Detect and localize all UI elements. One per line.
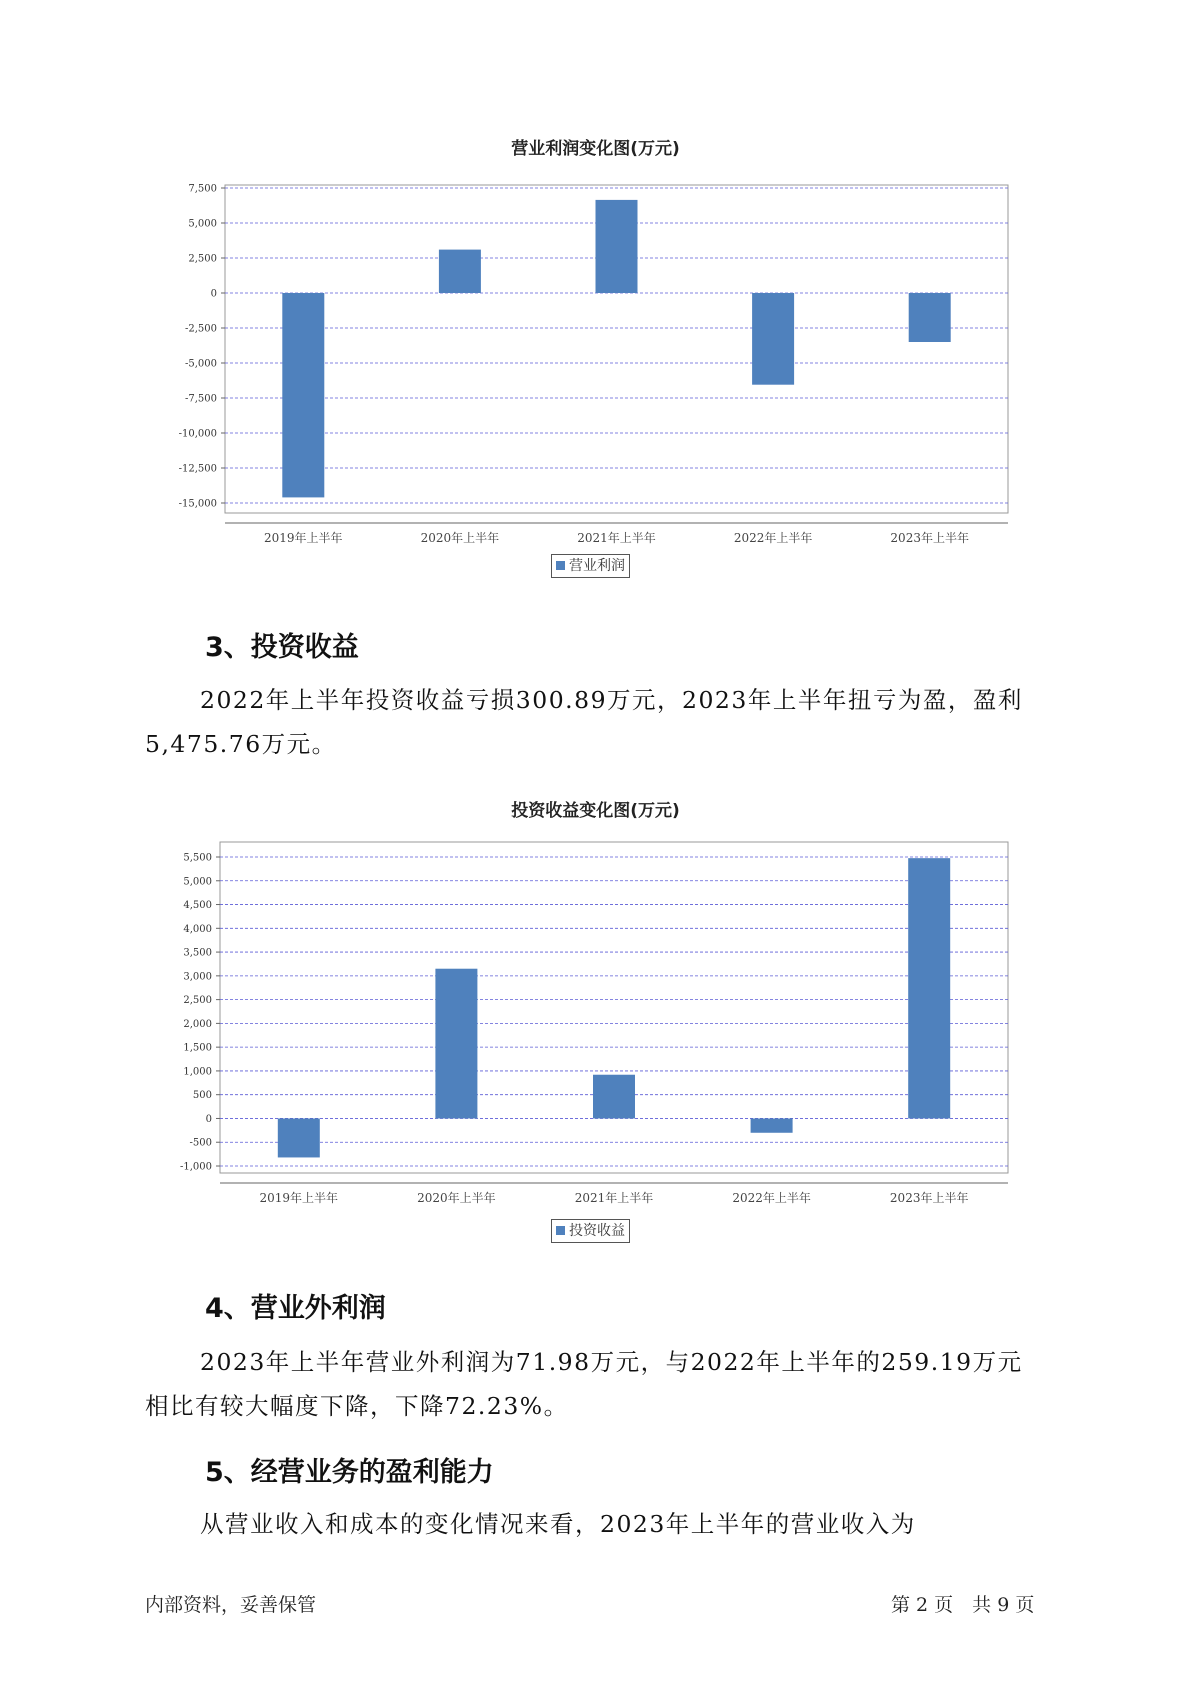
chart-1-bar <box>752 293 794 385</box>
chart-1-legend-label: 营业利润 <box>569 558 625 574</box>
chart-2-y-tick-label: -500 <box>189 1137 212 1149</box>
chart-1-bar <box>282 293 324 497</box>
chart-2-x-tick-label: 2023年上半年 <box>889 1191 969 1205</box>
chart-2-y-tick-label: 4,000 <box>183 923 212 935</box>
chart-1-y-tick-label: -15,000 <box>178 498 217 510</box>
chart-2-y-tick-label: 1,500 <box>183 1042 212 1054</box>
chart-2-bar <box>435 969 477 1119</box>
footer-confidential-note: 内部资料，妥善保管 <box>145 1594 317 1616</box>
chart-1-y-tick-label: -10,000 <box>178 428 217 440</box>
chart-1-y-tick-label: -7,500 <box>184 393 217 405</box>
chart-2-y-tick-label: 3,000 <box>183 971 212 983</box>
chart-1-legend <box>551 554 630 578</box>
section-3-heading: 3、投资收益 <box>205 632 359 663</box>
chart-1-x-tick-label: 2021年上半年 <box>577 531 656 545</box>
chart-2-plot-frame <box>220 842 1008 1173</box>
chart-2-x-tick-label: 2021年上半年 <box>574 1191 654 1205</box>
chart-1-y-tick-label: 0 <box>210 288 217 300</box>
chart-2-x-tick-label: 2019年上半年 <box>259 1191 339 1205</box>
chart-2-y-tick-label: 5,500 <box>183 852 212 864</box>
section-4-text: 2023年上半年营业外利润为71.98万元，与2022年上半年的259.19万元相比有较大幅度下降，下降72.23%。 <box>145 1348 1023 1420</box>
chart-1-bar <box>909 293 951 342</box>
chart-2-title: 投资收益变化图(万元) <box>511 801 680 821</box>
chart-1-y-tick-label: -2,500 <box>184 323 217 335</box>
chart-2-y-tick-label: 3,500 <box>183 947 212 959</box>
chart-2-y-tick-label: -1,000 <box>179 1161 212 1173</box>
chart-2-y-tick-label: 0 <box>205 1113 212 1125</box>
section-5-text: 从营业收入和成本的变化情况来看，2023年上半年的营业收入为 <box>200 1510 916 1538</box>
chart-1-x-tick-label: 2019年上半年 <box>264 531 343 545</box>
chart-1-y-tick-label: 7,500 <box>188 183 217 195</box>
chart-2-x-tick-label: 2020年上半年 <box>417 1191 496 1205</box>
chart-1-y-tick-label: -12,500 <box>178 463 217 475</box>
chart-2-legend <box>551 1219 630 1243</box>
chart-2-bar <box>908 858 950 1118</box>
chart-1-y-tick-label: 2,500 <box>188 253 217 265</box>
chart-1-x-tick-label: 2023年上半年 <box>890 531 969 545</box>
chart-2-y-tick-label: 2,500 <box>183 995 212 1007</box>
legend-swatch-icon <box>556 1226 565 1235</box>
chart-2-x-tick-label: 2022年上半年 <box>732 1191 811 1205</box>
legend-swatch-icon <box>556 561 565 570</box>
section-3-text: 2022年上半年投资收益亏损300.89万元，2023年上半年扭亏为盈，盈利5,475.76万元。 <box>145 686 1023 758</box>
chart-2-bar <box>593 1075 635 1119</box>
section-5-heading: 5、经营业务的盈利能力 <box>205 1457 494 1488</box>
investment-income-chart <box>0 822 1191 1205</box>
chart-1-bar <box>596 200 638 293</box>
chart-1-x-tick-label: 2022年上半年 <box>733 531 813 545</box>
footer-page-number: 第 2 页 共 9 页 <box>891 1594 1035 1616</box>
chart-2-y-tick-label: 5,000 <box>183 876 212 888</box>
operating-profit-chart <box>0 160 1191 545</box>
chart-2-y-tick-label: 1,000 <box>183 1066 212 1078</box>
chart-2-bar <box>751 1118 793 1132</box>
chart-2-y-tick-label: 500 <box>192 1090 212 1102</box>
chart-1-y-tick-label: 5,000 <box>188 218 217 230</box>
chart-2-bar <box>278 1118 320 1157</box>
chart-2-legend-label: 投资收益 <box>569 1223 625 1239</box>
chart-1-y-tick-label: -5,000 <box>184 358 217 370</box>
chart-1-title: 营业利润变化图(万元) <box>511 139 680 159</box>
chart-1-x-tick-label: 2020年上半年 <box>420 531 500 545</box>
chart-2-y-tick-label: 2,000 <box>183 1018 212 1030</box>
chart-1-bar <box>439 250 481 293</box>
chart-2-y-tick-label: 4,500 <box>183 900 212 912</box>
section-4-heading: 4、营业外利润 <box>205 1293 386 1324</box>
